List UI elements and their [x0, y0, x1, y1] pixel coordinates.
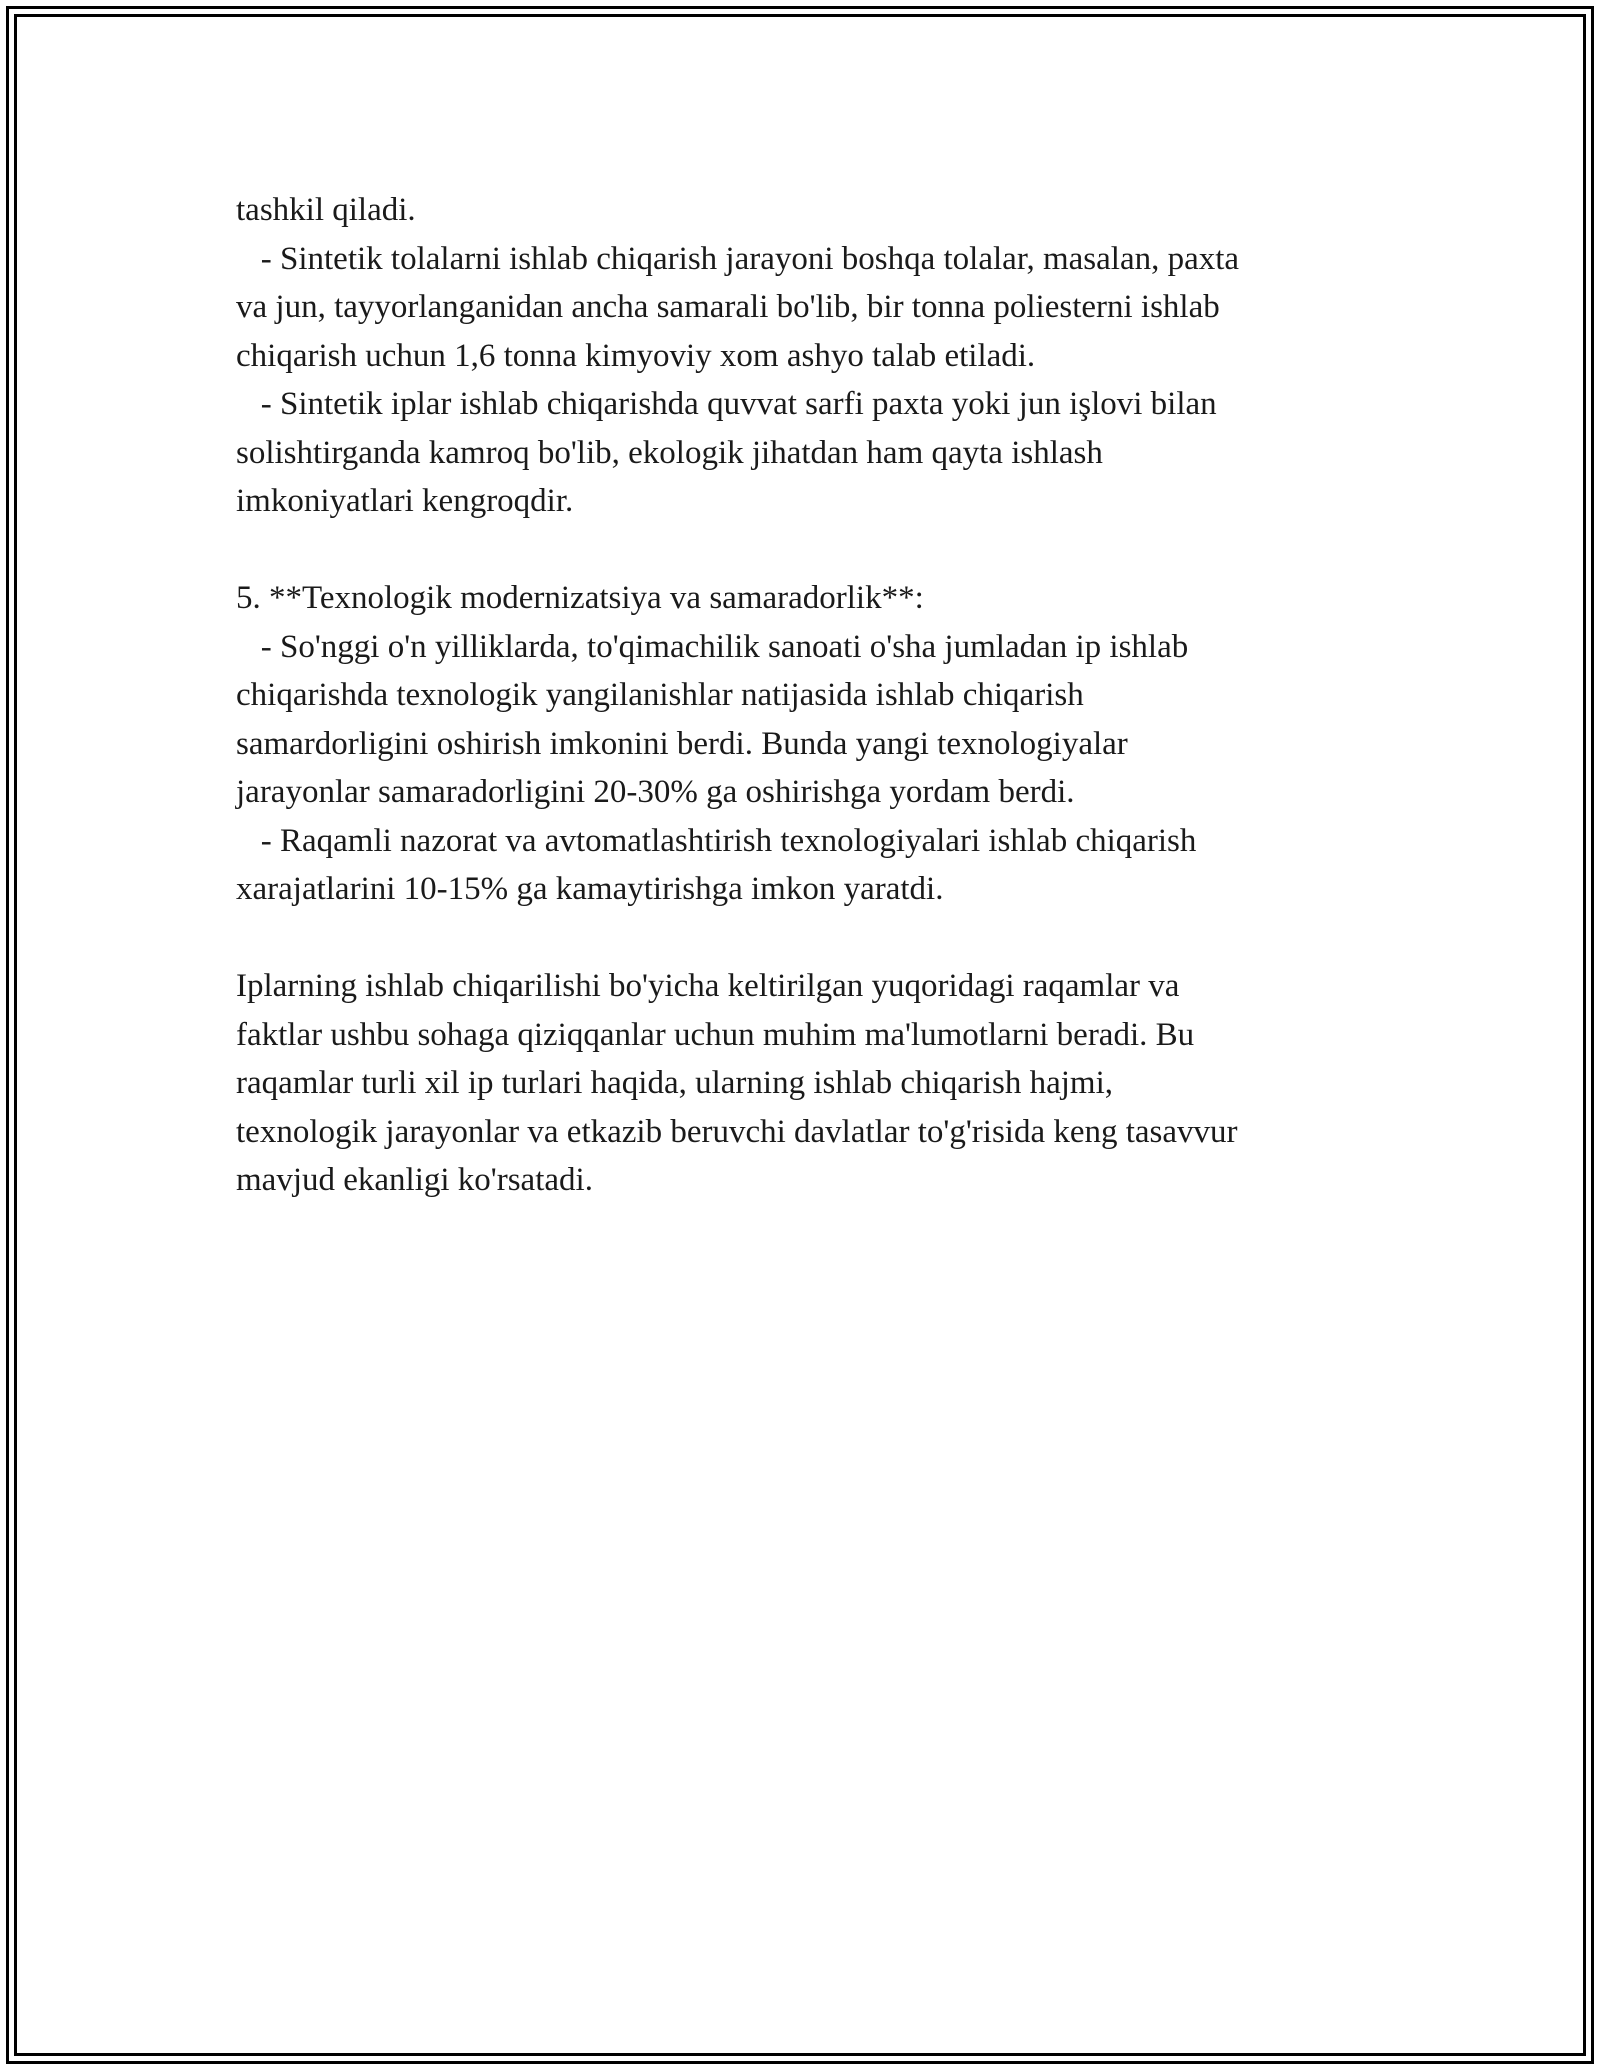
text-line: imkoniyatlari kengroqdir. — [236, 483, 574, 519]
paragraph-gap — [236, 526, 1366, 575]
text-line: - Sintetik iplar ishlab chiqarishda quvvat sarfi paxta yoki jun işlovi bilan — [236, 386, 1217, 422]
text-line: - Raqamli nazorat va avtomatlashtirish texnologiyalari ishlab chiqarish — [236, 822, 1197, 859]
text-line: - Sintetik tolalarni ishlab chiqarish jarayoni boshqa tolalar, masalan, paxta — [236, 240, 1240, 277]
text-line: tashkil qiladi. — [236, 192, 416, 228]
text-line: - So'nggi o'n yilliklarda, to'qimachilik sanoati o'sha jumladan ip ishlab — [236, 628, 1189, 665]
text-line: solishtirganda kamroq bo'lib, ekologik jihatdan ham qayta ishlash — [236, 434, 1103, 471]
text-line: mavjud ekanligi ko'rsatadi. — [236, 1162, 593, 1198]
text-line: chiqarish uchun 1,6 tonna kimyoviy xom ashyo talab etiladi. — [236, 337, 1036, 374]
text-line: jarayonlar samaradorligini 20-30% ga oshirishga yordam berdi. — [236, 774, 1075, 810]
text-line: va jun, tayyorlanganidan ancha samarali bo'lib, bir tonna poliesterni ishlab — [236, 289, 1220, 325]
text-line: Iplarning ishlab chiqarilishi bo'yicha keltirilgan yuqoridagi raqamlar va — [236, 968, 1180, 1004]
paragraph-gap — [236, 914, 1366, 963]
text-line: raqamlar turli xil ip turlari haqida, ularning ishlab chiqarish hajmi, — [236, 1065, 1114, 1101]
section-heading: 5. **Texnologik modernizatsiya va samaradorlik**: — [236, 580, 924, 616]
text-line: texnologik jarayonlar va etkazib beruvchi davlatlar to'g'risida keng tasavvur — [236, 1113, 1238, 1150]
text-line: samardorligini oshirish imkonini berdi. Bunda yangi texnologiyalar — [236, 725, 1128, 762]
text-line: chiqarishda texnologik yangilanishlar natijasida ishlab chiqarish — [236, 677, 1084, 713]
document-body — [236, 186, 1366, 1205]
text-line: faktlar ushbu sohaga qiziqqanlar uchun muhim ma'lumotlarni beradi. Bu — [236, 1016, 1195, 1053]
text-line: xarajatlarini 10-15% ga kamaytirishga imkon yaratdi. — [236, 871, 944, 907]
